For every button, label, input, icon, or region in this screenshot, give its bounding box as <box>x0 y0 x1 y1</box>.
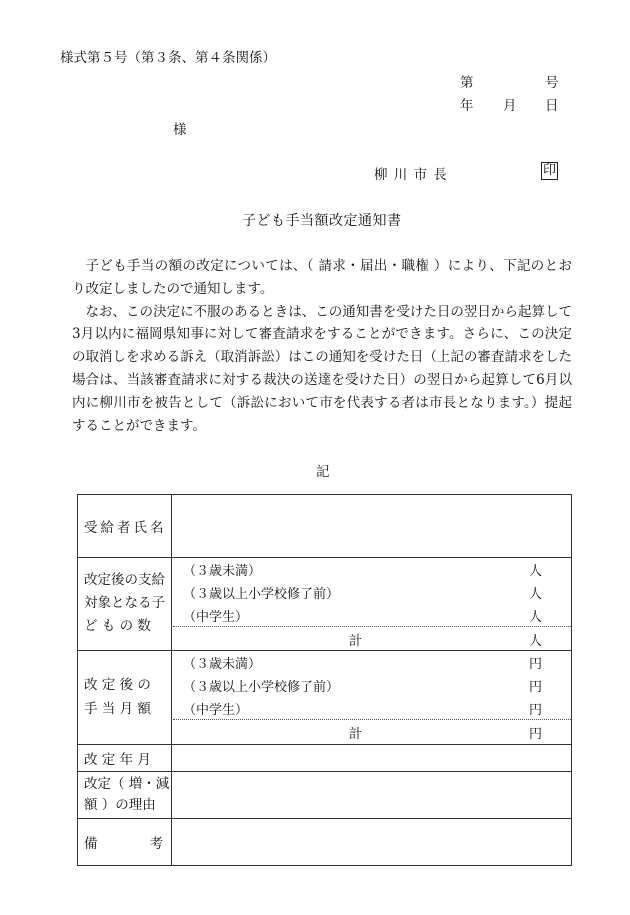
unit-yen: 円 <box>529 703 543 718</box>
total-label: 計 <box>349 727 363 742</box>
row-children <box>78 557 571 651</box>
children-total <box>173 626 571 651</box>
row-recipient <box>78 495 571 558</box>
unit-yen: 円 <box>529 727 543 742</box>
label-date <box>78 744 172 771</box>
date-year: 年 <box>460 98 474 114</box>
unit-person: 人 <box>529 634 543 649</box>
cat-under3: （３歳未満） <box>183 657 262 672</box>
amount-junior <box>173 696 571 718</box>
row-reason <box>78 771 571 819</box>
children-junior <box>173 603 571 625</box>
label-children-line1: 改定後の支給 <box>84 572 165 588</box>
seal-text: 印 <box>543 163 557 178</box>
paragraph-1: 子ども手当の額の改定については、（ 請求・届出・職権 ）により、下記のとおり改定しましたので通知します。 <box>72 258 572 297</box>
body-text <box>72 255 572 437</box>
label-amount-line1: 改 定 後 の <box>84 677 151 693</box>
row-date <box>78 744 571 772</box>
issuer: 柳 川 市 長 <box>374 167 448 183</box>
label-amount-line2: 手 当 月 額 <box>84 701 151 717</box>
label-amount <box>78 650 172 744</box>
paragraph-2: なお、この決定に不服のあるときは、この通知書を受けた日の翌日から起算して3月以内に福岡県知事に対して審査請求をすることができます。さらに、この決定の取消しを求める訴え（取消訴訟）はこの通知を受けた日（上記の審査請求をした場合は、当該審査請求に対する裁決の送達を受けた日）の翌日から起算して6月以内に柳川市を被告として（訴訟において市を代表する者は市長となります。）提起することができます。 <box>72 303 572 434</box>
form-number: 様式第５号（第３条、第４条関係） <box>60 50 276 66</box>
unit-yen: 円 <box>529 657 543 672</box>
cat-under3: （３歳未満） <box>183 564 262 579</box>
cat-junior: （中学生） <box>183 703 249 718</box>
number-prefix: 第 <box>460 75 474 91</box>
date-day: 日 <box>545 98 559 114</box>
label-recipient <box>78 495 172 557</box>
row-remarks <box>78 818 571 866</box>
amount-3toprimary <box>173 673 571 695</box>
label-children <box>78 557 172 650</box>
label-reason-line1: 改定（ 増・減 <box>84 775 170 792</box>
label-remarks-right: 考 <box>149 836 163 852</box>
children-3toprimary <box>173 580 571 602</box>
amount-under3 <box>173 650 571 672</box>
cat-3toprimary: （３歳以上小学校修了前） <box>183 680 340 695</box>
unit-person: 人 <box>529 610 543 625</box>
label-recipient-text: 受給者氏名 <box>84 520 167 536</box>
label-remarks <box>78 818 172 866</box>
label-reason-line2: 額 ）の理由 <box>84 796 156 813</box>
amount-total <box>173 719 571 745</box>
unit-yen: 円 <box>529 680 543 695</box>
row-amount <box>78 650 571 745</box>
label-children-line2: 対象となる子 <box>84 595 165 611</box>
label-date-text: 改 定 年 月 <box>84 751 151 768</box>
unit-person: 人 <box>529 564 543 579</box>
seal-mark <box>541 162 558 180</box>
children-under3 <box>173 557 571 579</box>
date-month: 月 <box>503 98 517 114</box>
number-suffix: 号 <box>545 75 559 91</box>
label-children-line3: ど も の 数 <box>84 618 151 634</box>
cat-3toprimary: （３歳以上小学校修了前） <box>183 587 340 602</box>
cat-junior: （中学生） <box>183 610 249 625</box>
unit-person: 人 <box>529 587 543 602</box>
label-remarks-left: 備 <box>84 836 98 852</box>
details-table <box>77 494 572 866</box>
addressee-honorific: 様 <box>173 122 187 138</box>
ki-heading: 記 <box>316 464 330 480</box>
total-label: 計 <box>349 634 363 649</box>
label-reason <box>78 771 172 818</box>
document-title: 子ども手当額改定通知書 <box>242 213 402 229</box>
